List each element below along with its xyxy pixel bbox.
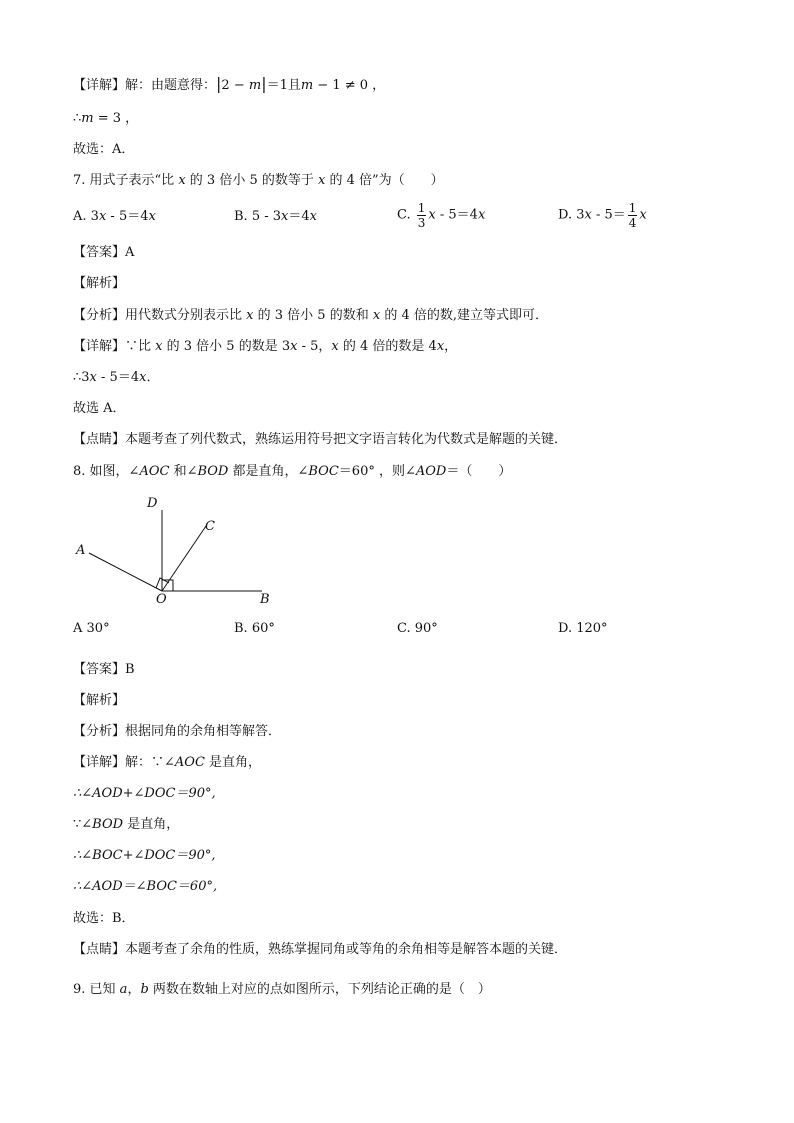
abs-expr: 2 −	[221, 78, 249, 93]
q7-c-mid: - 5＝4	[435, 207, 478, 223]
q8-step2-angle: ∠BOD	[81, 817, 124, 832]
q7-detail	[73, 338, 457, 356]
q7-d-var2: x	[639, 207, 647, 223]
q7-d-den: 4	[628, 216, 637, 230]
q8-step2-pre: ∵	[73, 817, 82, 832]
q7-b-var2: x	[309, 209, 317, 224]
q7-d-mid: - 5＝	[591, 207, 626, 223]
q8-answer-label: 【答案】	[73, 662, 126, 677]
q7-option-d	[558, 201, 647, 230]
q7-d-num: 1	[628, 201, 637, 215]
q7-stem-mid: 的 3 倍小 5 的数等于	[189, 173, 314, 188]
q9-stem-post: 两数在数轴上对应的点如图所示，下列结论正确的是（ ）	[148, 982, 491, 997]
q7-a-var1: x	[98, 209, 107, 224]
q8-stem-and: 和	[169, 464, 187, 479]
q9-stem-var1: a	[115, 982, 128, 997]
q7-d-var1: x	[584, 207, 592, 223]
q8-angle-figure	[70, 490, 290, 615]
label-a: A	[76, 543, 86, 558]
q7-stem-var1: x	[174, 173, 190, 188]
q7-analysis-label: 【解析】	[73, 276, 126, 291]
q8-detail-post: 是直角，	[204, 755, 262, 770]
q8-stem-val: ＝60° ，则	[338, 464, 405, 479]
q7-answer-label: 【答案】	[73, 245, 126, 260]
q8-comment-label: 【点睛】	[73, 942, 126, 957]
q7-fenxi-label: 【分析】	[73, 308, 126, 323]
q7-c-var1: x	[428, 207, 436, 223]
q7-stem	[73, 172, 444, 190]
q8-choose: 故选：B．	[73, 911, 135, 926]
ray-oa	[89, 553, 162, 591]
q7-fenxi-var2: x	[368, 308, 385, 323]
q7-detail-label: 【详解】	[73, 339, 126, 354]
q7-d-fraction	[628, 201, 638, 230]
q7-fenxi-post: 的 4 倍的数,建立等式即可．	[384, 308, 548, 323]
q8-stem-mid: 都是直角，	[228, 464, 298, 479]
q8-step2	[73, 816, 179, 834]
q7-comment-text: 本题考查了列代数式，熟练运用符号把文字语言转化为代数式是解题的关键．	[125, 432, 568, 447]
q8-stem-post: ＝（ ）	[446, 464, 512, 479]
q9-stem-pre: 9. 已知	[73, 982, 116, 997]
q8-step1: ∴∠AOD+∠DOC＝90°,	[73, 786, 216, 801]
q7-detail-mid2: - 5，	[297, 339, 332, 354]
q8-fenxi-label: 【分析】	[73, 724, 126, 739]
q8-option-b: B. 60°	[234, 621, 275, 636]
q7-b-var1: x	[281, 209, 289, 224]
q7-a-var2: x	[148, 209, 156, 224]
q7-therefore-pre: ∴3	[73, 370, 90, 385]
q7-c-var2: x	[477, 207, 486, 223]
q7-fenxi-mid: 的 3 倍小 5 的数和	[257, 308, 369, 323]
q7-option-a	[73, 208, 156, 226]
abs-open: |	[216, 74, 222, 93]
q7-therefore-var1: x	[89, 370, 97, 385]
q7-answer-value: A	[125, 245, 135, 260]
abs-var: m	[248, 78, 262, 93]
q8-answer-value: B	[125, 662, 135, 677]
prev-detail-line	[73, 75, 385, 95]
q8-step4: ∴∠AOD＝∠BOC＝60°,	[73, 879, 218, 894]
label-d: D	[147, 496, 158, 511]
q8-step2-post: 是直角，	[123, 817, 180, 832]
prev-result-line	[73, 110, 138, 128]
abs-rest: ＝1且	[266, 78, 301, 93]
q8-comment-text: 本题考查了余角的性质，熟练掌握同角或等角的余角相等是解答本题的关键．	[125, 942, 568, 957]
q9-stem	[73, 981, 491, 999]
q7-fenxi-pre: 用代数式分别表示比	[125, 308, 243, 323]
q8-stem-angle3: ∠BOC	[297, 464, 339, 479]
q7-detail-pre: ∵比	[125, 339, 152, 354]
q8-option-d: D. 120°	[558, 621, 608, 636]
q8-detail-pre: 解：∵	[125, 755, 165, 770]
q8-comment	[73, 941, 567, 959]
q7-detail-var1: x	[151, 339, 167, 354]
q8-option-a: A 30°	[73, 621, 110, 636]
detail-text: 解：由题意得：	[125, 78, 217, 93]
q7-c-num: 1	[417, 201, 426, 215]
q7-stem-post: 的 4 倍”为（ ）	[329, 173, 444, 188]
result-rest: = 3 ，	[93, 111, 139, 126]
q7-a-label: A. 3	[73, 209, 99, 224]
q8-answer	[73, 661, 135, 679]
q9-stem-var2: b	[140, 982, 149, 997]
q7-detail-mid3: 的 4 倍的数是 4	[338, 339, 437, 354]
q7-b-mid: ＝4	[288, 209, 310, 224]
q7-c-fraction	[417, 201, 427, 230]
q7-stem-pre: 7. 用式子表示“比	[73, 173, 175, 188]
q8-stem	[73, 463, 511, 481]
q8-analysis-label: 【解析】	[73, 693, 126, 708]
abs-close: |	[261, 74, 267, 93]
label-b: B	[260, 592, 270, 607]
q7-detail-mid1: 的 3 倍小 5 的数是 3	[166, 339, 291, 354]
q7-c-den: 3	[417, 216, 426, 230]
label-c: C	[205, 519, 215, 534]
q7-comment	[73, 431, 567, 449]
q7-c-label: C.	[397, 207, 411, 223]
q7-detail-end: ，	[444, 339, 458, 354]
q8-stem-pre: 8. 如图，	[73, 464, 129, 479]
q7-therefore	[73, 369, 159, 387]
q8-option-c: C. 90°	[397, 621, 438, 636]
q8-fenxi-text: 根据同角的余角相等解答．	[125, 724, 282, 739]
q8-step3: ∴∠BOC+∠DOC＝90°,	[73, 848, 216, 863]
q7-detail-var2: x	[290, 339, 298, 354]
q7-a-mid: - 5＝4	[106, 209, 149, 224]
q8-fenxi	[73, 723, 281, 741]
q7-detail-var3: x	[331, 339, 339, 354]
q8-detail	[73, 754, 261, 772]
q7-d-label: D. 3	[558, 207, 585, 223]
q7-choose: 故选 A．	[73, 401, 126, 416]
q7-option-b	[234, 208, 317, 226]
result-var: m	[81, 111, 94, 126]
q8-detail-angle: ∠AOC	[164, 755, 205, 770]
q7-fenxi	[73, 307, 548, 325]
cond-rest: − 1 ≠ 0 ，	[313, 78, 386, 93]
q7-therefore-end: ．	[146, 370, 160, 385]
cond-var: m	[300, 78, 314, 93]
q8-stem-angle4: ∠AOD	[404, 464, 447, 479]
q7-fenxi-var1: x	[242, 308, 258, 323]
q8-stem-angle2: ∠BOD	[186, 464, 229, 479]
q8-detail-label: 【详解】	[73, 755, 126, 770]
q7-stem-var2: x	[313, 173, 330, 188]
q7-therefore-mid: - 5＝4	[96, 370, 140, 385]
ray-oc	[162, 526, 206, 591]
q7-comment-label: 【点睛】	[73, 432, 126, 447]
therefore-symbol: ∴	[73, 111, 82, 126]
label-o: O	[156, 592, 167, 607]
q7-therefore-var2: x	[139, 370, 147, 385]
q7-b-label: B. 5 - 3	[234, 209, 282, 224]
q7-answer	[73, 244, 134, 262]
q9-stem-comma: ，	[127, 982, 141, 997]
q7-detail-var4: x	[436, 339, 445, 354]
q8-stem-angle1: ∠AOC	[128, 464, 170, 479]
detail-label: 【详解】	[73, 78, 126, 93]
prev-choose-line: 故选：A．	[73, 142, 135, 157]
q7-option-c	[397, 201, 485, 230]
